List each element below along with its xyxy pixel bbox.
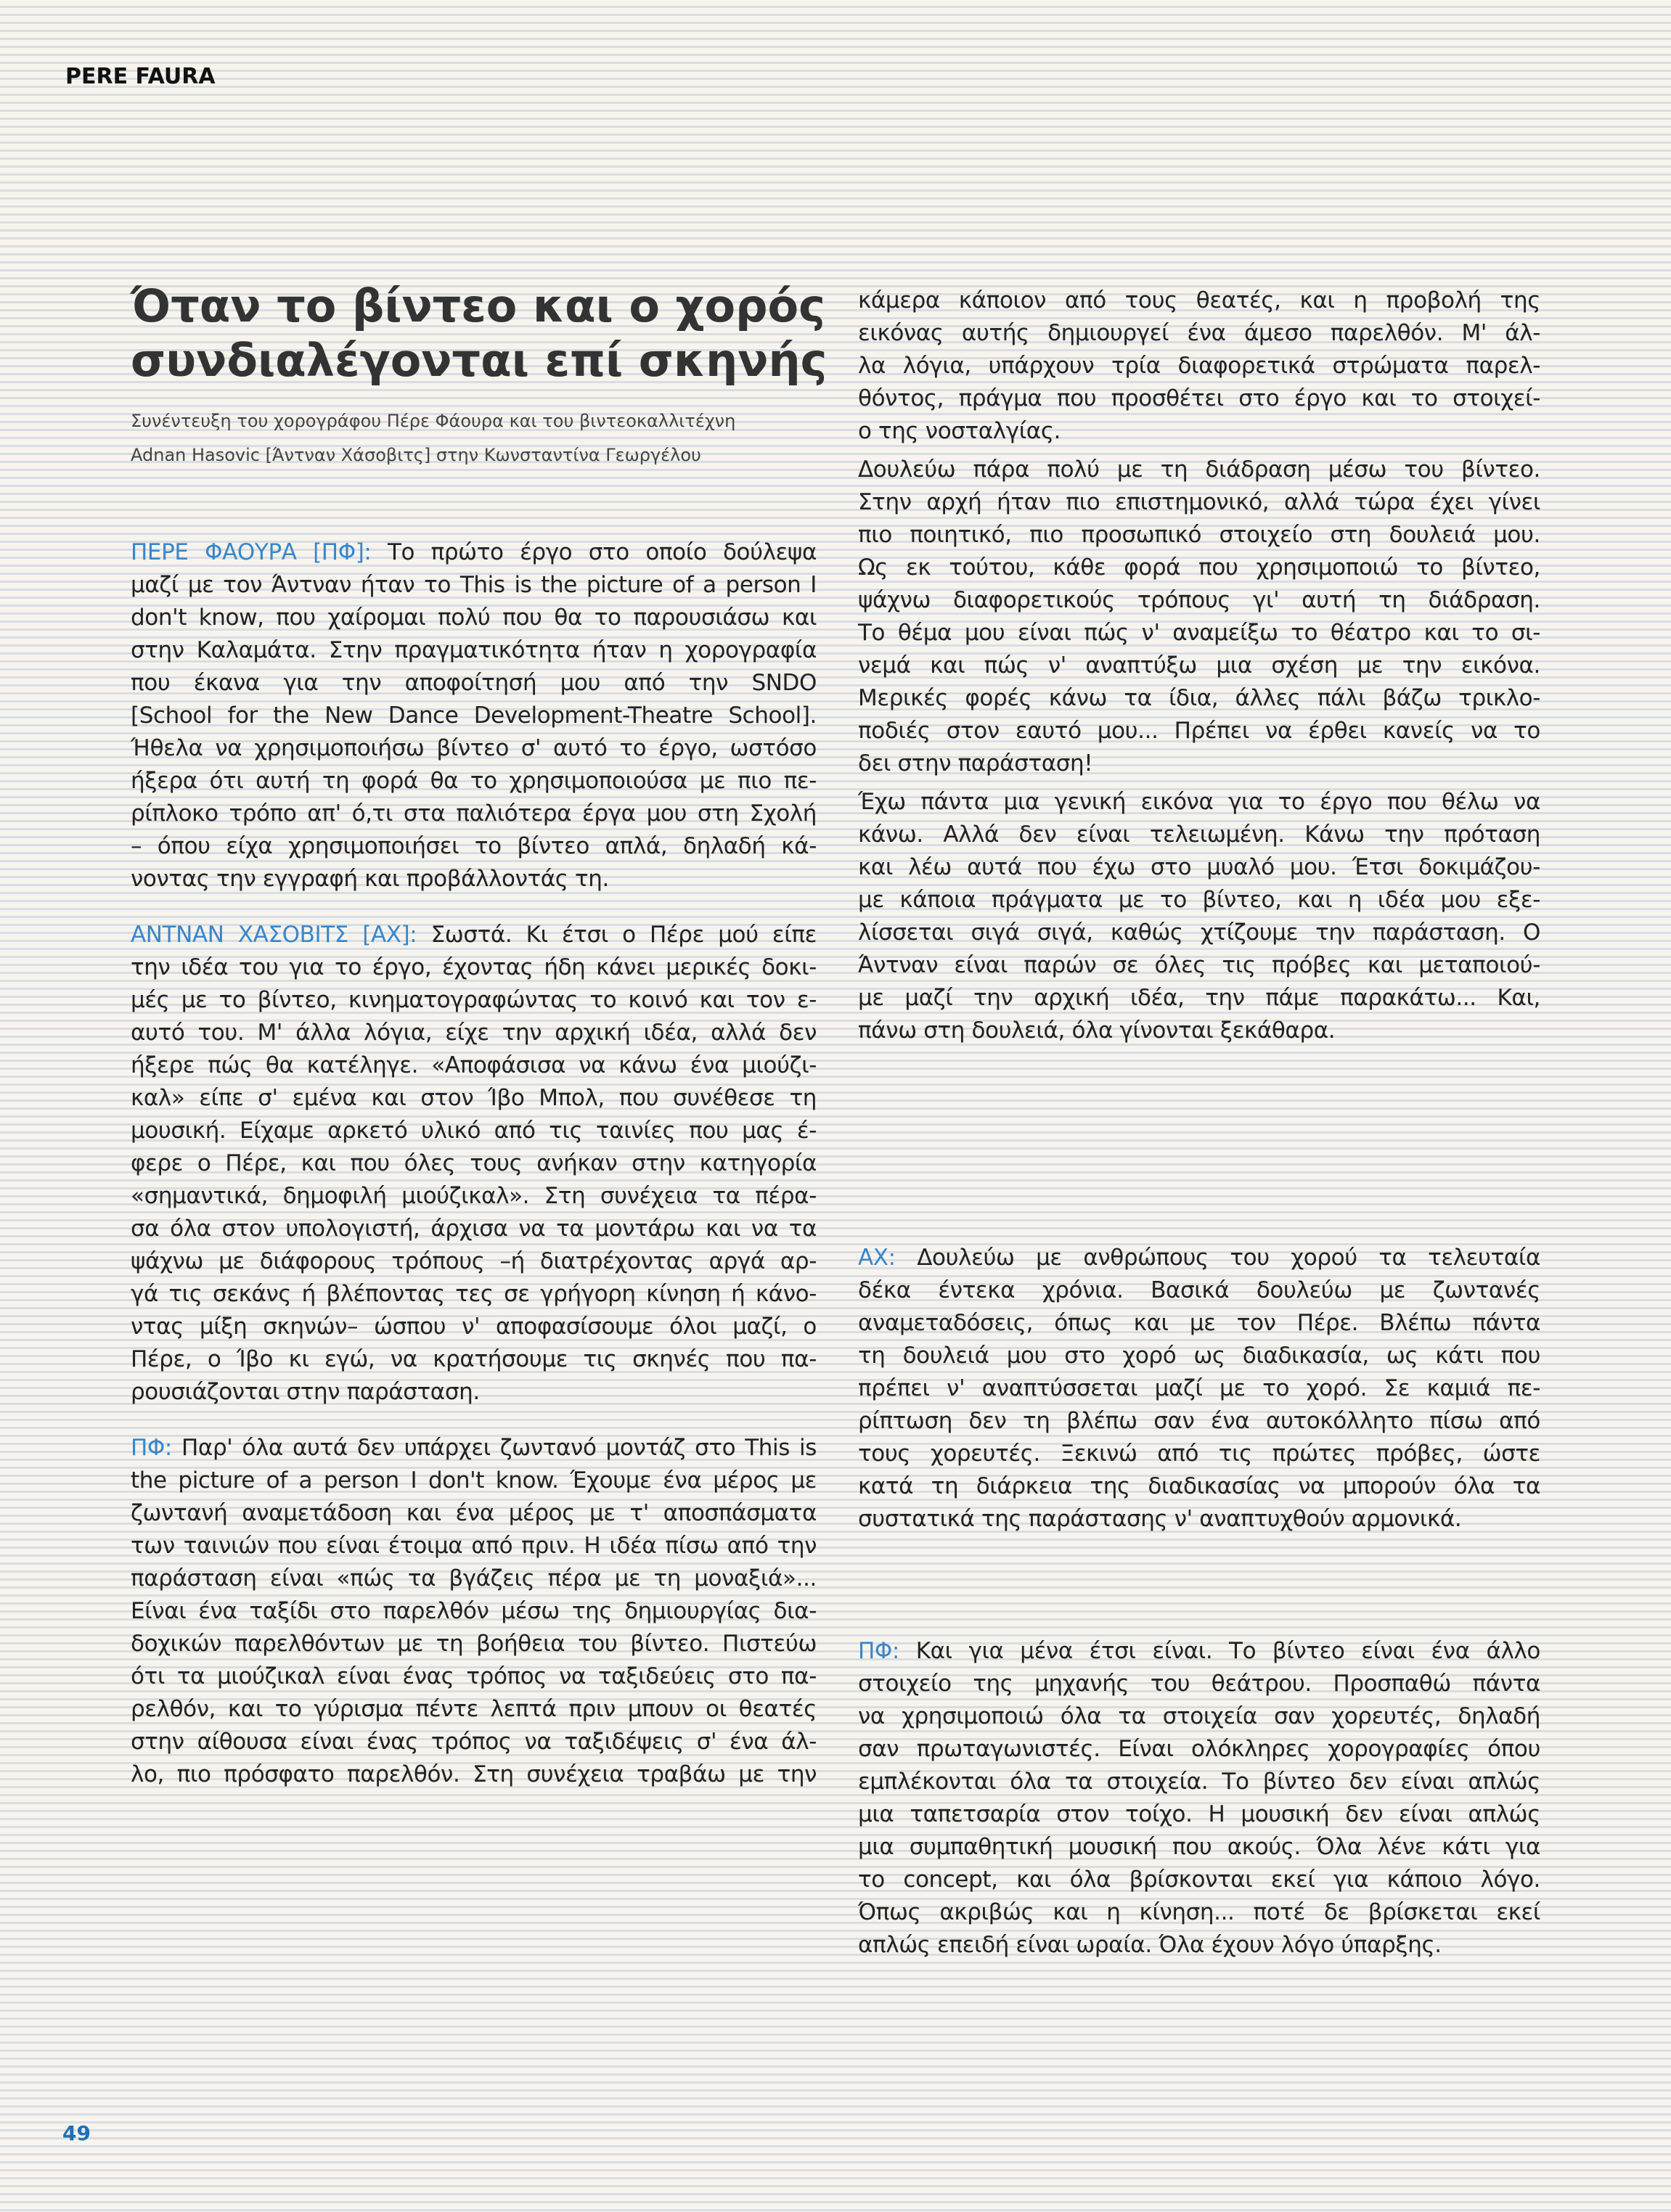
text-line: the picture of a person I don't know. Έχουμε ένα μέρος με [131, 1467, 817, 1494]
text-line: Ήθελα να χρησιμοποιήσω βίντεο σ' αυτό το έργο, ωστόσο [131, 735, 817, 761]
text-line: Στην αρχή ήταν πιο επιστημονικό, αλλά τώρα έχει γίνει [858, 489, 1540, 515]
text-line: αναμεταδόσεις, όπως και με τον Πέρε. Βλέπω πάντα [858, 1310, 1540, 1336]
text-line: ΠΕΡΕ ΦΑΟΥΡΑ [ΠΦ]: Το πρώτο έργο στο οποίο δούλεψα [131, 539, 817, 565]
text-line: φερε ο Πέρε, και που όλες τους ανήκαν στην κατηγορία [131, 1150, 817, 1176]
text-line: τους χορευτές. Ξεκινώ από τις πρώτες πρόβες, ώστε [858, 1441, 1540, 1467]
text-line: με μαζί την αρχική ιδέα, την πάμε παρακάτω... Και, [858, 985, 1540, 1011]
text-line: εμπλέκονται όλα τα στοιχεία. Το βίντεο δεν είναι απλώς [858, 1769, 1540, 1795]
text-line: μές με το βίντεο, κινηματογραφώντας το κοινό και τον ε- [131, 987, 817, 1013]
text-line: παράσταση είναι «πώς τα βγάζεις πέρα με τη μοναξιά»... [131, 1565, 817, 1592]
text-line: ντας μίξη σκηνών– ώσπου ν' αποφασίσουμε όλοι μαζί, ο [131, 1314, 817, 1340]
text-line: να χρησιμοποιώ όλα τα στοιχεία σαν χορευτές, δηλαδή [858, 1703, 1540, 1729]
text-line: νεμά και πώς ν' αναπτύξω μια σχέση με την εικόνα. [858, 652, 1540, 679]
text-line: δει στην παράσταση! [858, 750, 1093, 777]
text-line: το concept, και όλα βρίσκονται εκεί για κάποιο λόγο. [858, 1867, 1540, 1893]
text-line: ΑΝΤΝΑΝ ΧΑΣΟΒΙΤΣ [ΑΧ]: Σωστά. Κι έτσι ο Πέρε μού είπε [131, 922, 817, 948]
text-line: ζωντανή αναμετάδοση και ένα μέρος με τ' αποσπάσματα [131, 1500, 817, 1526]
text-line: ο της νοσταλγίας. [858, 418, 1061, 444]
text-line: – όπου είχα χρησιμοποιήσει το βίντεο απλά, δηλαδή κά- [131, 833, 817, 859]
text-line: ήξερε πώς θα κατέληγε. «Αποφάσισα να κάνω ένα μιούζι- [131, 1052, 817, 1078]
text-line: ψάχνω διαφορετικούς τρόπους γι' αυτή τη διάδραση. [858, 587, 1540, 613]
page-number: 49 [62, 2121, 91, 2145]
text-line: πάνω στη δουλειά, όλα γίνονται ξεκάθαρα. [858, 1017, 1336, 1044]
text-line: ΠΦ: Παρ' όλα αυτά δεν υπάρχει ζωντανό μοντάζ στο This is [131, 1435, 817, 1461]
text-line: κάμερα κάποιον από τους θεατές, και η προβολή της [858, 287, 1540, 314]
text-line: στην αίθουσα είναι ένας τρόπος να ταξιδέψεις σ' ένα άλ- [131, 1729, 817, 1755]
text-line: μια ταπετσαρία στον τοίχο. Η μουσική δεν είναι απλώς [858, 1801, 1540, 1827]
text-line: κάνω. Αλλά δεν είναι τελειωμένη. Κάνω την πρόταση [858, 822, 1540, 848]
text-line: ΠΦ: Και για μένα έτσι είναι. Το βίντεο είναι ένα άλλο [858, 1638, 1540, 1664]
text-line: στην Καλαμάτα. Στην πραγματικότητα ήταν η χορογραφία [131, 637, 817, 663]
text-line: Μερικές φορές κάνω τα ίδια, άλλες πάλι βάζω τρικλο- [858, 685, 1540, 711]
text-line: συστατικά της παράστασης ν' αναπτυχθούν αρμονικά. [858, 1506, 1462, 1532]
speaker-label: ΠΦ: [858, 1638, 899, 1664]
text-line: Έχω πάντα μια γενική εικόνα για το έργο που θέλω να [858, 789, 1540, 815]
speaker-label: ΑΝΤΝΑΝ ΧΑΣΟΒΙΤΣ [ΑΧ]: [131, 922, 417, 948]
text-line: τη δουλειά μου στο χορό ως διαδικασία, ως κάτι που [858, 1343, 1540, 1369]
text-line: Είναι ένα ταξίδι στο παρελθόν μέσω της δημιουργίας δια- [131, 1598, 817, 1624]
text-line: θόντος, πράγμα που προσθέτει στο έργο και το στοιχεί- [858, 385, 1540, 411]
running-head: PERE FAURA [65, 64, 216, 89]
text-line: Δουλεύω πάρα πολύ με τη διάδραση μέσω του βίντεο. [858, 456, 1540, 483]
text-line: [School for the New Dance Development-Theatre School]. [131, 702, 817, 729]
text-line: μια συμπαθητική μουσική που ακούς. Όλα λένε κάτι για [858, 1834, 1540, 1860]
article-title-line-2: συνδιαλέγονται επί σκηνής [131, 334, 828, 387]
speaker-label: ΠΦ: [131, 1435, 172, 1461]
text-line: και λέω αυτά που έχω στο μυαλό μου. Έτσι δοκιμάζου- [858, 854, 1540, 880]
text-line: ρελθόν, και το γύρισμα πέντε λεπτά πριν μπουν οι θεατές [131, 1696, 817, 1722]
article-subtitle-line-1: Συνέντευξη του χορογράφου Πέρε Φάουρα και του βιντεοκαλλιτέχνη [131, 411, 736, 431]
text-line: σαν πρωταγωνιστές. Είναι ολόκληρες χορογραφίες όπου [858, 1736, 1540, 1762]
text-line: ότι τα μιούζικαλ είναι ένας τρόπος να ταξιδεύεις στο πα- [131, 1663, 817, 1689]
text-line: ψάχνω με διάφορους τρόπους –ή διατρέχοντας αργά αρ- [131, 1248, 817, 1274]
text-line: στοιχείο της μηχανής του θεάτρου. Προσπαθώ πάντα [858, 1671, 1540, 1697]
text-line: ποδιές στον εαυτό μου... Πρέπει να έρθει κανείς να το [858, 718, 1540, 744]
text-line: λο, πιο πρόσφατο παρελθόν. Στη συνέχεια τραβάω με την [131, 1761, 817, 1787]
text-line: don't know, που χαίρομαι πολύ που θα το παρουσιάσω και [131, 605, 817, 631]
text-line: Πέρε, ο Ίβο κι εγώ, να κρατήσουμε τις σκηνές που πα- [131, 1346, 817, 1372]
text-line: Όπως ακριβώς και η κίνηση... ποτέ δε βρίσκεται εκεί [858, 1899, 1540, 1925]
text-line: ήξερα ότι αυτή τη φορά θα το χρησιμοποιούσα με πιο πε- [131, 768, 817, 794]
text-line: δοχικών παρελθόντων με τη βοήθεια του βίντεο. Πιστεύω [131, 1631, 817, 1657]
text-line: νοντας την εγγραφή και προβάλλοντάς τη. [131, 866, 609, 892]
text-line: «σημαντικά, δημοφιλή μιούζικαλ». Στη συνέχεια τα πέρα- [131, 1183, 817, 1209]
article-title-line-1: Όταν το βίντεο και ο χορός [131, 279, 825, 332]
text-line: την ιδέα του για το έργο, έχοντας ήδη κάνει μερικές δοκι- [131, 954, 817, 980]
text-line: πρέπει ν' αναπτύσσεται μαζί με το χορό. Σε καμιά πε- [858, 1375, 1540, 1401]
text-line: καλ» είπε σ' εμένα και στον Ίβο Μπολ, που συνέθεσε τη [131, 1085, 817, 1111]
text-line: των ταινιών που είναι έτοιμα από πριν. Η ιδέα πίσω από την [131, 1533, 817, 1559]
text-line: λίσσεται σιγά σιγά, καθώς χτίζουμε την παράσταση. Ο [858, 919, 1540, 946]
text-line: λα λόγια, υπάρχουν τρία διαφορετικά στρώματα παρελ- [858, 353, 1540, 379]
article-subtitle-line-2: Adnan Hasovic [Άντναν Χάσοβιτς] στην Κωνσταντίνα Γεωργέλου [131, 445, 701, 465]
text-line: κατά τη διάρκεια της διαδικασίας να μπορούν όλα τα [858, 1473, 1540, 1499]
text-line: απλώς επειδή είναι ωραία. Όλα έχουν λόγο ύπαρξης. [858, 1932, 1442, 1958]
text-line: Το θέμα μου είναι πώς ν' αναμείξω το θέατρο και το σι- [858, 620, 1540, 646]
text-line: πιο ποιητικό, πιο προσωπικό στοιχείο στη δουλειά μου. [858, 522, 1540, 548]
text-line: μουσική. Είχαμε αρκετό υλικό από τις ταινίες που μας έ- [131, 1118, 817, 1144]
text-line: που έκανα για την αποφοίτησή μου από την SNDO [131, 670, 817, 696]
text-line: ρίπλοκο τρόπο απ' ό,τι στα παλιότερα έργα μου στη Σχολή [131, 800, 817, 827]
text-line: σα όλα στον υπολογιστή, άρχισα να τα μοντάρω και να τα [131, 1216, 817, 1242]
text-line: δέκα έντεκα χρόνια. Βασικά δουλεύω με ζωντανές [858, 1277, 1540, 1303]
text-line: ρίπτωση δεν τη βλέπω σαν ένα αυτοκόλλητο πίσω από [858, 1408, 1540, 1434]
text-line: γά τις σεκάνς ή βλέποντας τες σε γρήγορη κίνηση ή κάνο- [131, 1281, 817, 1307]
text-line: εικόνας αυτής δημιουργεί ένα άμεσο παρελθόν. Μ' άλ- [858, 320, 1540, 346]
text-line: Άντναν είναι παρών σε όλες τις πρόβες και μεταποιού- [858, 952, 1540, 978]
text-line: μαζί με τον Άντναν ήταν το This is the picture of a person I [131, 572, 817, 598]
text-line: Ως εκ τούτου, κάθε φορά που χρησιμοποιώ το βίντεο, [858, 554, 1540, 581]
speaker-label: ΑΧ: [858, 1245, 896, 1271]
speaker-label: ΠΕΡΕ ΦΑΟΥΡΑ [ΠΦ]: [131, 539, 372, 565]
text-line: αυτό του. Μ' άλλα λόγια, είχε την αρχική ιδέα, αλλά δεν [131, 1020, 817, 1046]
text-line: με κάποια πράγματα με το βίντεο, και η ιδέα μου εξε- [858, 887, 1540, 913]
text-line: ΑΧ: Δουλεύω με ανθρώπους του χορού τα τελευταία [858, 1245, 1540, 1271]
text-line: ρουσιάζονται στην παράσταση. [131, 1379, 480, 1405]
